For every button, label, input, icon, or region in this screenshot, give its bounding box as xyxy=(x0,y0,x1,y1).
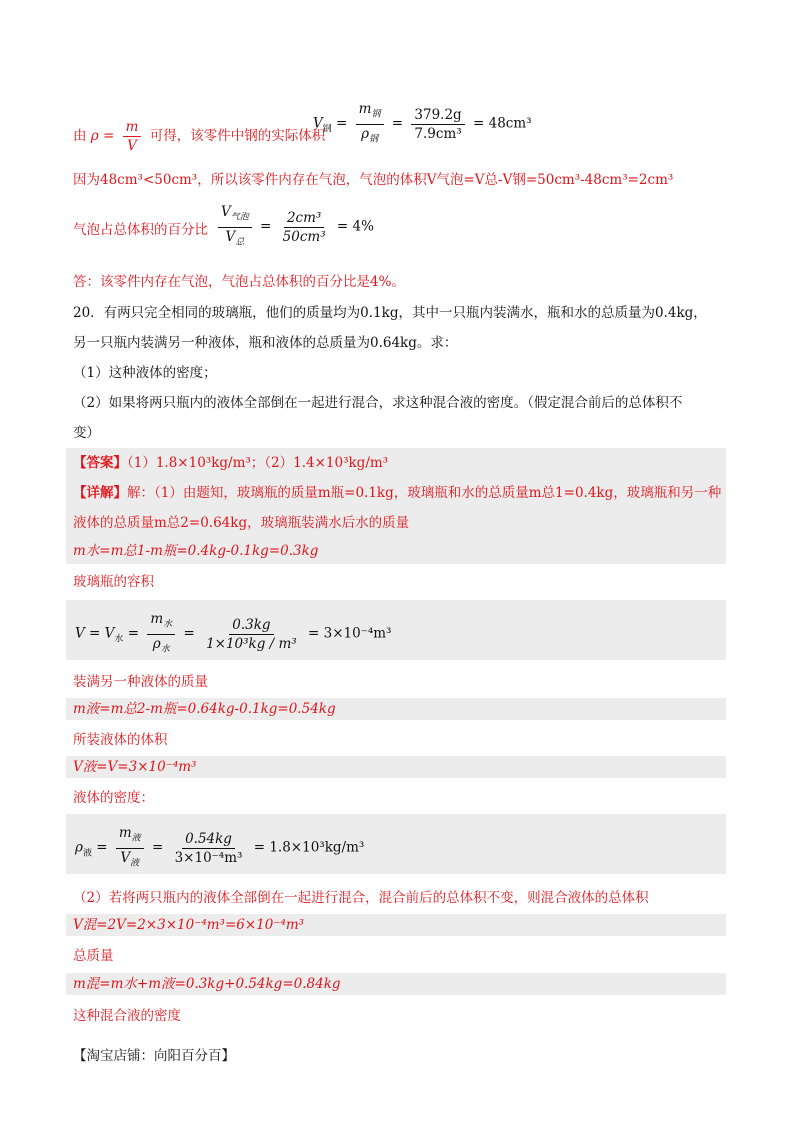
density-equation: $\rho_液$ = $\frac{m_液}{V_液}$ = $\frac{0.54kg}{\text{3×10⁻⁴m³}}$ = 1.8×10³kg/m³ xyxy=(75,824,364,872)
q19-answer: 答：该零件内存在气泡，气泡占总体积的百分比是4%。 xyxy=(73,274,405,290)
ratio-value-fraction: $\frac{\text{2cm³}}{\text{50cm³}}$ xyxy=(282,209,326,245)
answer-line xyxy=(73,453,388,473)
q20-part1: （1）这种液体的密度； xyxy=(73,365,217,381)
capacity-label: 玻璃瓶的容积 xyxy=(73,574,154,590)
q20-part2-line2: 变） xyxy=(73,425,100,441)
bubble-ratio-line xyxy=(73,220,208,240)
detail-text1: 解：（1）由题知，玻璃瓶的质量m瓶=0.1kg，玻璃瓶和水的总质量m总1=0.4kg，玻璃瓶和另一种 xyxy=(127,485,722,501)
rho-formula: ρ = xyxy=(90,128,115,144)
density-formula-line xyxy=(73,118,325,155)
water-value-fraction: $\frac{0.3kg}{\text{1×10³kg / m³}}$ xyxy=(206,616,297,652)
water-mass-line: m水=m总1-m瓶=0.4kg-0.1kg=0.3kg xyxy=(73,543,319,559)
detail-line2: 液体的总质量m总2=0.64kg，玻璃瓶装满水后水的质量 xyxy=(73,515,410,531)
steel-volume-equation: $V_钢$ = $\frac{m_钢}{\rho_钢}$ = $\frac{379.2g}{\text{7.9cm³}}$ = 48cm³ xyxy=(313,100,532,148)
ratio-symbol-fraction: $\frac{V_{气泡}}{V_总}$ xyxy=(218,203,252,251)
footer-shop: 【淘宝店铺：向阳百分百】 xyxy=(73,1048,235,1064)
ratio-result: = 4% xyxy=(336,218,374,235)
q20-stem-line1: 20．有两只完全相同的玻璃瓶，他们的质量均为0.1kg，其中一只瓶内装满水，瓶和水的总质量为0.4kg， xyxy=(73,305,707,321)
liquid-volume-label: 所装液体的体积 xyxy=(73,732,168,748)
bubble-ratio-equation: $\frac{V_{气泡}}{V_总}$ = $\frac{\text{2cm³}}{\text{50cm³}}$ = 4% xyxy=(214,203,374,251)
steel-mass-fraction: $\frac{m_钢}{\rho_钢}$ xyxy=(356,100,384,148)
steel-value-fraction: $\frac{379.2g}{\text{7.9cm³}}$ xyxy=(411,106,464,143)
m-over-v-fraction: $\frac{m}{V}$ xyxy=(123,118,142,155)
liquid-volume-line: V液=V=3×10⁻⁴m³ xyxy=(73,759,197,775)
liquid-mass-label: 装满另一种液体的质量 xyxy=(73,674,208,690)
detail-line1 xyxy=(73,483,721,503)
liquid-symbol-fraction: $\frac{m_液}{V_液}$ xyxy=(116,824,144,872)
bubble-volume-line: 因为48cm³<50cm³，所以该零件内存在气泡，气泡的体积V气泡=V总-V钢=50cm³-48cm³=2cm³ xyxy=(73,172,674,188)
water-symbol-fraction: $\frac{m_水}{\rho_水}$ xyxy=(147,610,175,658)
liquid-value-fraction: $\frac{0.54kg}{\text{3×10⁻⁴m³}}$ xyxy=(174,830,243,866)
capacity-equation: $V = V_水$ = $\frac{m_水}{\rho_水}$ = $\frac{0.3kg}{\text{1×10³kg / m³}}$ = 3×10⁻⁴m³ xyxy=(75,610,391,658)
liquid-mass-line: m液=m总2-m瓶=0.64kg-0.1kg=0.54kg xyxy=(73,701,336,717)
line-prefix: 由 xyxy=(73,128,87,144)
q20-stem-line2: 另一只瓶内装满另一种液体，瓶和液体的总质量为0.64kg。求： xyxy=(73,335,458,351)
q20-part2-line1: （2）如果将两只瓶内的液体全部倒在一起进行混合，求这种混合液的密度。（假定混合前后的总体积不 xyxy=(73,395,683,411)
density-label: 液体的密度： xyxy=(73,790,154,806)
density-result: = 1.8×10³kg/m³ xyxy=(253,839,365,856)
part2-text: （2）若将两只瓶内的液体全部倒在一起进行混合，混合前后的总体积不变，则混合液体的总体积 xyxy=(73,890,649,906)
mix-density-label: 这种混合液的密度 xyxy=(73,1008,181,1024)
capacity-result: = 3×10⁻⁴m³ xyxy=(308,625,392,642)
steel-volume-result: = 48cm³ xyxy=(473,115,532,132)
answer-text: （1）1.8×10³kg/m³；（2）1.4×10³kg/m³ xyxy=(127,455,389,471)
mix-mass-line: m混=m水+m液=0.3kg+0.54kg=0.84kg xyxy=(73,976,341,992)
line-mid: 可得，该零件中钢的实际体积 xyxy=(149,128,326,144)
mix-volume-line: V混=2V=2×3×10⁻⁴m³=6×10⁻⁴m³ xyxy=(73,917,305,933)
detail-tag: 【详解】 xyxy=(73,485,127,501)
ratio-label: 气泡占总体积的百分比 xyxy=(73,222,208,238)
answer-tag: 【答案】 xyxy=(73,455,127,471)
total-mass-label: 总质量 xyxy=(73,948,114,964)
